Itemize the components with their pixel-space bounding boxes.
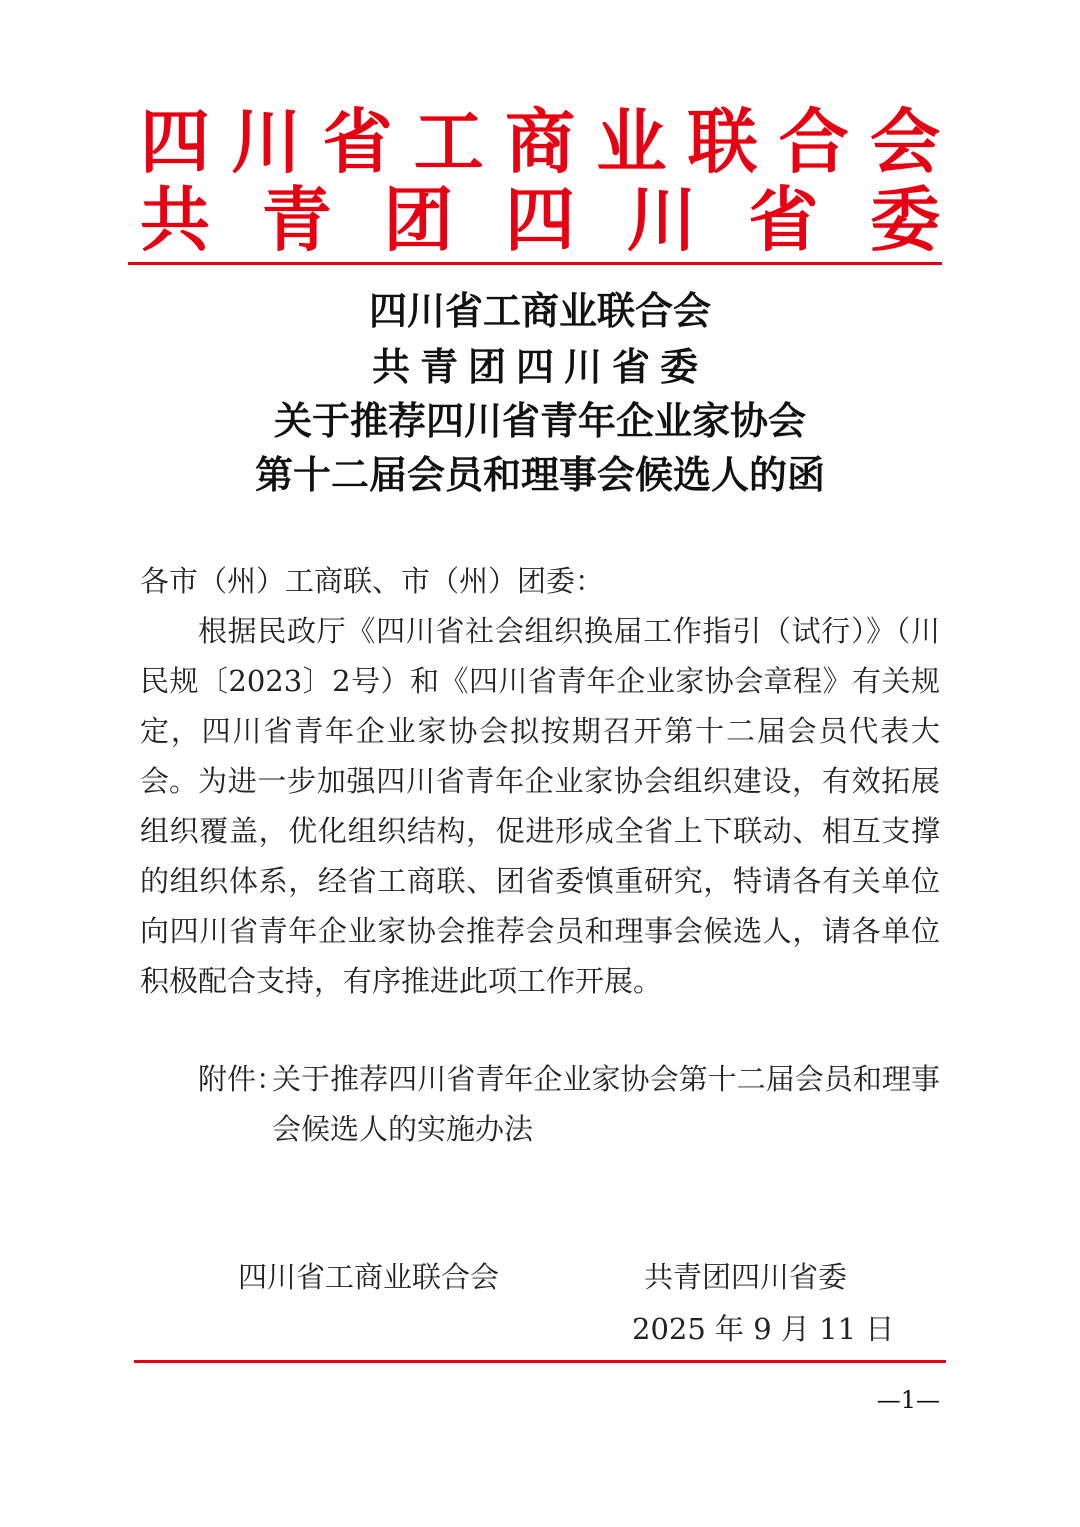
paragraph-1: 根据民政厅《四川省社会组织换届工作指引（试行）》（川民规〔2023〕2号）和《四川省青年企业家协会章程》有关规定，四川省青年企业家协会拟按期召开第十二届会员代表大会。 (140, 614, 940, 798)
title-line-1: 四川省工商业联合会 (368, 289, 711, 333)
title-line-2: 共青团四川省委 (371, 345, 708, 389)
attachment-text: 关于推荐四川省青年企业家协会第十二届会员和理事会候选人的实施办法 (272, 1062, 940, 1146)
signature-left: 四川省工商业联合会 (238, 1260, 500, 1294)
signature-right: 共青团四川省委 (644, 1260, 848, 1294)
signature-date: 2025 年 9 月 11 日 (632, 1312, 895, 1346)
masthead-line-2: 共青团四川省委 (140, 180, 940, 260)
page-number: —1— (876, 1386, 940, 1414)
salutation: 各市（州）工商联、市（州）团委： (140, 564, 605, 598)
paragraph-2: 为进一步加强四川省青年企业家协会组织建设，有效拓展组织覆盖，优化组织结构，促进形成全省上下联动、相互支撑的组织体系，经省工商联、团省委慎重研究，特请各有关单位向四川省青年企业家协会推荐会员和理事会候选人，请各单位积极配合支持，有序推进此项工作开展。 (140, 764, 940, 998)
masthead-red-rule (128, 262, 942, 265)
title-line-4: 第十二届会员和理事会候选人的函 (254, 453, 825, 497)
masthead-line-1: 四川省工商业联合会 (140, 102, 940, 182)
footer-red-rule (134, 1360, 946, 1363)
attachment-label: 附件： (198, 1062, 286, 1096)
title-line-3: 关于推荐四川省青年企业家协会 (273, 399, 806, 443)
